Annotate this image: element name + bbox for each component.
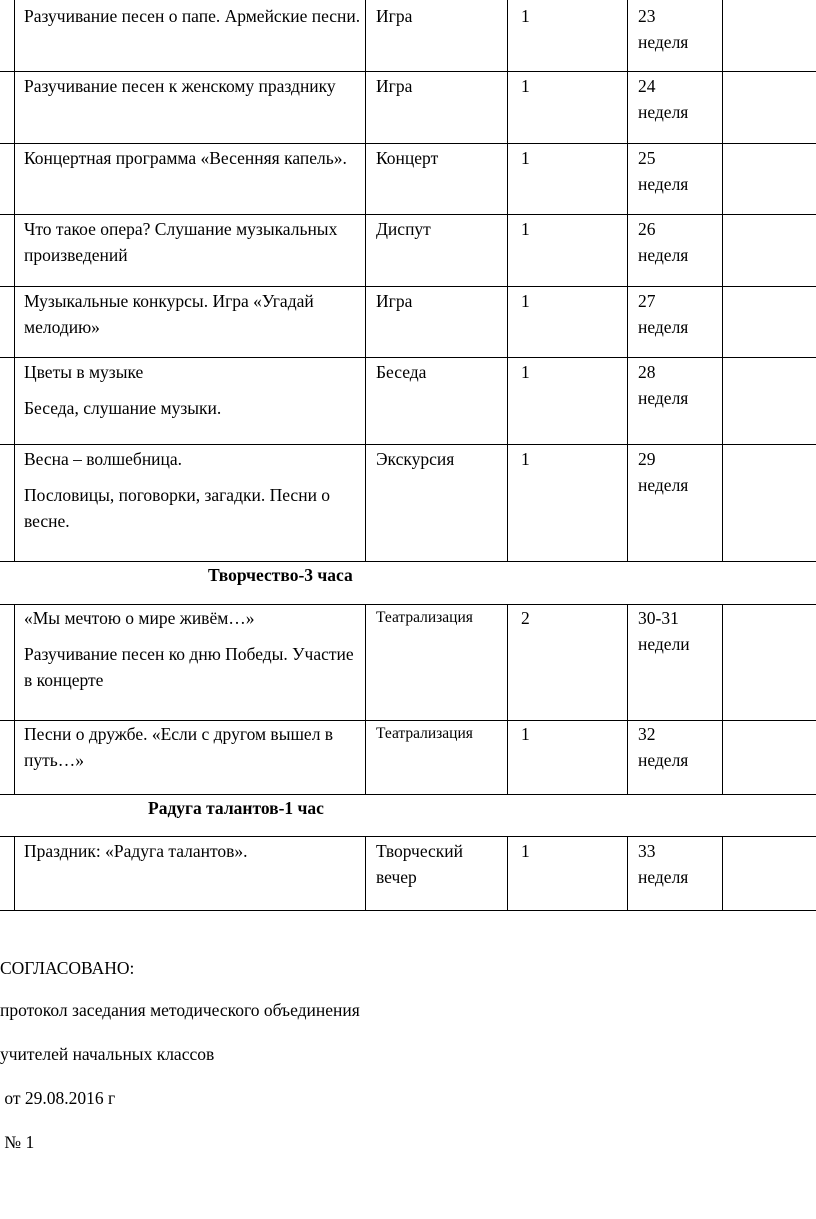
topic-text: Разучивание песен ко дню Победы. Участие в концерте — [24, 644, 354, 690]
week-unit: неделя — [638, 245, 689, 265]
topic-cell — [24, 288, 364, 340]
topic-text: Разучивание песен к женскому празднику — [24, 76, 336, 96]
topic-cell — [24, 145, 364, 171]
week-cell — [638, 73, 718, 125]
date-text: от 29.08.2016 г — [0, 1088, 116, 1108]
form-cell: Беседа — [376, 362, 427, 382]
form-cell: Творческий вечер — [376, 841, 464, 887]
hours-cell: 1 — [521, 724, 530, 744]
week-unit: неделя — [638, 867, 689, 887]
week-number: 27 — [638, 291, 656, 311]
week-cell — [638, 359, 718, 411]
week-cell — [638, 288, 718, 340]
topic-cell — [24, 605, 364, 693]
hours-cell: 1 — [521, 6, 530, 26]
form-cell: Игра — [376, 6, 413, 26]
teachers-text: учителей начальных классов — [0, 1044, 215, 1064]
week-number: 25 — [638, 148, 656, 168]
topic-text: Песни о дружбе. «Если с другом вышел в путь…» — [24, 724, 334, 770]
week-cell — [638, 838, 718, 890]
week-number: 23 — [638, 6, 656, 26]
form-cell: Диспут — [376, 219, 431, 239]
week-unit: неделя — [638, 750, 689, 770]
week-cell — [638, 721, 718, 773]
week-cell — [638, 3, 718, 55]
week-cell — [638, 216, 718, 268]
week-cell — [638, 446, 718, 498]
topic-text: Весна – волшебница. — [24, 449, 183, 469]
week-unit: неделя — [638, 32, 689, 52]
week-unit: недели — [638, 634, 690, 654]
topic-text: Что такое опера? Слушание музыкальных произведений — [24, 219, 338, 265]
topic-cell — [24, 359, 364, 421]
topic-text: Праздник: «Радуга талантов». — [24, 841, 248, 861]
week-unit: неделя — [638, 317, 689, 337]
week-number: 28 — [638, 362, 656, 382]
protocol-number: № 1 — [0, 1132, 35, 1152]
week-unit: неделя — [638, 475, 689, 495]
week-unit: неделя — [638, 174, 689, 194]
form-cell: Игра — [376, 291, 413, 311]
hours-cell: 1 — [521, 449, 530, 469]
week-unit: неделя — [638, 102, 689, 122]
section-title: Радуга талантов-1 час — [148, 798, 324, 818]
week-number: 24 — [638, 76, 656, 96]
topic-text: Разучивание песен о папе. Армейские песни. — [24, 6, 361, 26]
week-number: 32 — [638, 724, 656, 744]
week-number: 30-31 — [638, 608, 679, 628]
topic-text: Беседа, слушание музыки. — [24, 398, 222, 418]
topic-cell — [24, 216, 364, 268]
topic-text: Музыкальные конкурсы. Игра «Угадай мелодию» — [24, 291, 314, 337]
topic-cell — [24, 446, 364, 534]
week-unit: неделя — [638, 388, 689, 408]
week-number: 26 — [638, 219, 656, 239]
week-cell — [638, 605, 718, 657]
topic-cell — [24, 838, 364, 864]
hours-cell: 1 — [521, 148, 530, 168]
topic-text: Цветы в музыке — [24, 362, 144, 382]
form-cell: Игра — [376, 76, 413, 96]
topic-text: Пословицы, поговорки, загадки. Песни о весне. — [24, 485, 331, 531]
form-cell: Театрализация — [376, 609, 473, 626]
week-number: 29 — [638, 449, 656, 469]
week-number: 33 — [638, 841, 656, 861]
form-cell: Концерт — [376, 148, 439, 168]
topic-text: «Мы мечтою о мире живём…» — [24, 608, 255, 628]
protocol-text: протокол заседания методического объединения — [0, 1000, 360, 1020]
hours-cell: 2 — [521, 608, 530, 628]
week-cell — [638, 145, 718, 197]
topic-cell — [24, 73, 364, 99]
hours-cell: 1 — [521, 219, 530, 239]
topic-cell — [24, 3, 364, 29]
hours-cell: 1 — [521, 362, 530, 382]
topic-cell — [24, 721, 364, 773]
hours-cell: 1 — [521, 291, 530, 311]
form-cell: Экскурсия — [376, 449, 455, 469]
form-cell: Театрализация — [376, 725, 473, 742]
section-title: Творчество-3 часа — [208, 565, 353, 585]
agreed-heading: СОГЛАСОВАНО: — [0, 958, 135, 978]
hours-cell: 1 — [521, 76, 530, 96]
topic-text: Концертная программа «Весенняя капель». — [24, 148, 347, 168]
hours-cell: 1 — [521, 841, 530, 861]
